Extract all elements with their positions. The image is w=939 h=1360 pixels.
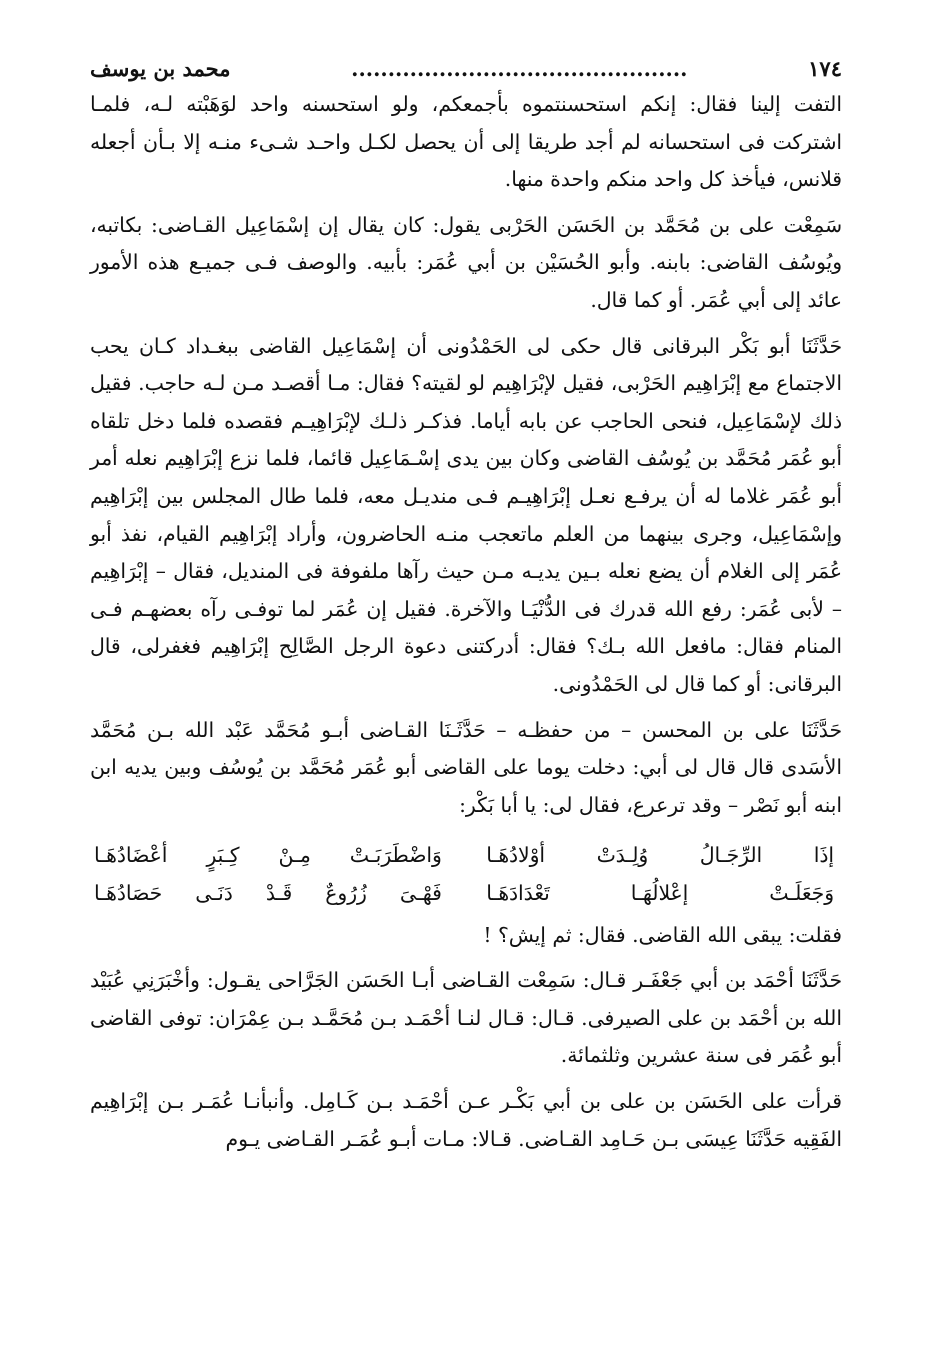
hemistich-1b: وَاضْطَرَبَـتْ مِـنْ كِـبَرٍ أعْضَادُهَـا <box>94 843 442 868</box>
page-number: ١٧٤ <box>808 56 842 81</box>
paragraph-1: التفت إلينا فقال: إنكم استحسنتموه بأجمعكم، ولو استحسنه واحد لوَهَبْته لـه، فلمـا اشتركت فى استحسانه لم أجد طريقا إلى أن يحصل لكـل واحـد شـىء منـه إلا بـأن أجعله قلانس، فيأخذ كل واحد منكم واحدة منها. <box>90 92 842 192</box>
running-title: محمد بن يوسف <box>90 56 231 81</box>
paragraph-3: حَدَّثَنَا أبو بَكْر البرقانى قال حكى لى الحَمْدُونى أن إسْمَاعِيل القاضى ببغـداد كـان يحب الاجتماع مع إبْرَاهِيم الحَرْبى، فقيل لإبْرَاهِيم لو لقيته؟ فقال: مـا أقصـد مـن لـه حاجب. فقيل ذلك لإسْمَاعِيل، فنحى الحاجب عن بابه أياما. فذكـر ذلـك لإبْرَاهِيـم فقصده فلما دخل تلقاه أبو عُمَر مُحَمَّد بن يُوسُف القاضى وكان بين يدى إسْـمَاعِيل قائما، فلما نزع إبْرَاهِيم نعله أمر أبو عُمَر غلاما له أن يرفـع نعـل إبْرَاهِيـم فـى منديـل معه، فلما طال المجلس بين إبْرَاهِيم وإسْمَاعِيل، وجرى بينهما من العلم ماتعجب منـه الحاضرون، وأراد إبْرَاهِيم القيام، نفذ أبو عُمَر إلى الغلام أن يضع نعله بـين يديـه مـن حيث رآها ملفوفة فى المنديل، فقال – إبْرَاهِيم – لأبى عُمَر: رفع الله قدرك فى الدُّنْيَـا والآخرة. فقيل إن عُمَر لما توفـى رآه بعضهـم فـى المنام فقال: مافعل الله بـك؟ فقال: أدركتنى دعوة الرجل الصَّالِح إبْرَاهِيم فغفرلى، قال البرقانى: أو كما قال لى الحَمْدُونى. <box>90 333 842 696</box>
hemistich-2b: فَهْـىَ زُرُوعٌ قَـدْ دَنَـى حَصَادُهَـا <box>94 881 442 906</box>
poem <box>90 836 842 912</box>
poem-followup-line: فقلت: يبقى الله القاضى. فقال: ثم إيش؟ ! <box>483 923 842 948</box>
paragraph-6: قرأت على الحَسَن بن على بن أبي بَكْـر عـن أحْمَـد بـن كَـامِل. وأنبأنـا عُمَـر بـن إبْرَاهِيم الفَقِيه حَدَّثَنَا عِيسَى بـن حَـامِد القـاضى. قـالا: مـات أبـو عُمَـر القـاضى يـوم <box>90 1089 842 1151</box>
running-header <box>90 52 842 86</box>
header-dot-leader: .............................................. <box>351 56 688 81</box>
hemistich-1a: إذَا الرِّجَـالُ وُلِـدَتْ أوْلادُهَـا <box>486 843 834 868</box>
hemistich-2a: وَجَعَلَـتْ إعْلالُهَـا تَعْدَادَهَـا <box>486 881 834 906</box>
book-page <box>90 52 842 1166</box>
poem-verse-1 <box>90 836 842 874</box>
poem-verse-2 <box>90 874 842 912</box>
paragraph-2: سَمِعْت على بن مُحَمَّد بن الحَسَن الحَرْبى يقول: كان يقال إن إسْمَاعِيل القـاضى: بكاتبه، ويُوسُف القاضى: بابنه. وأبو الحُسَيْن بن أبي عُمَر: بأبيه. والوصف فـى جميـع هذه الأمور عائد إلى أبي عُمَر. أو كما قال. <box>90 212 842 312</box>
paragraph-4: حَدَّثَنَا على بن المحسن – من حفظـه – حَدَّثَـنَا القـاضى أبـو مُحَمَّد عَبْد الله بـن مُحَمَّد الأسَدى قال قال لى أبي: دخلت يوما على القاضى أبو عُمَر مُحَمَّد بن يُوسُف وبين يديه ابن ابنه أبو نَصْر – وقد ترعرع، فقال لى: يا أبا بَكْر: <box>90 717 842 817</box>
paragraph-5: حَدَّثَنَا أحْمَد بن أبي جَعْفَـر قـال: سَمِعْت القـاضى أبـا الحَسَن الجَرَّاحى يقـول: وأخْبَرَنِي عُبَيْد الله بن أحْمَد بن على الصيرفى. قـال: قـال لنـا أحْمَـد بـن مُحَمَّـد بـن عِمْرَان: توفى القاضى أبو عُمَر فى سنة عشرين وثلثمائة. <box>90 968 842 1068</box>
